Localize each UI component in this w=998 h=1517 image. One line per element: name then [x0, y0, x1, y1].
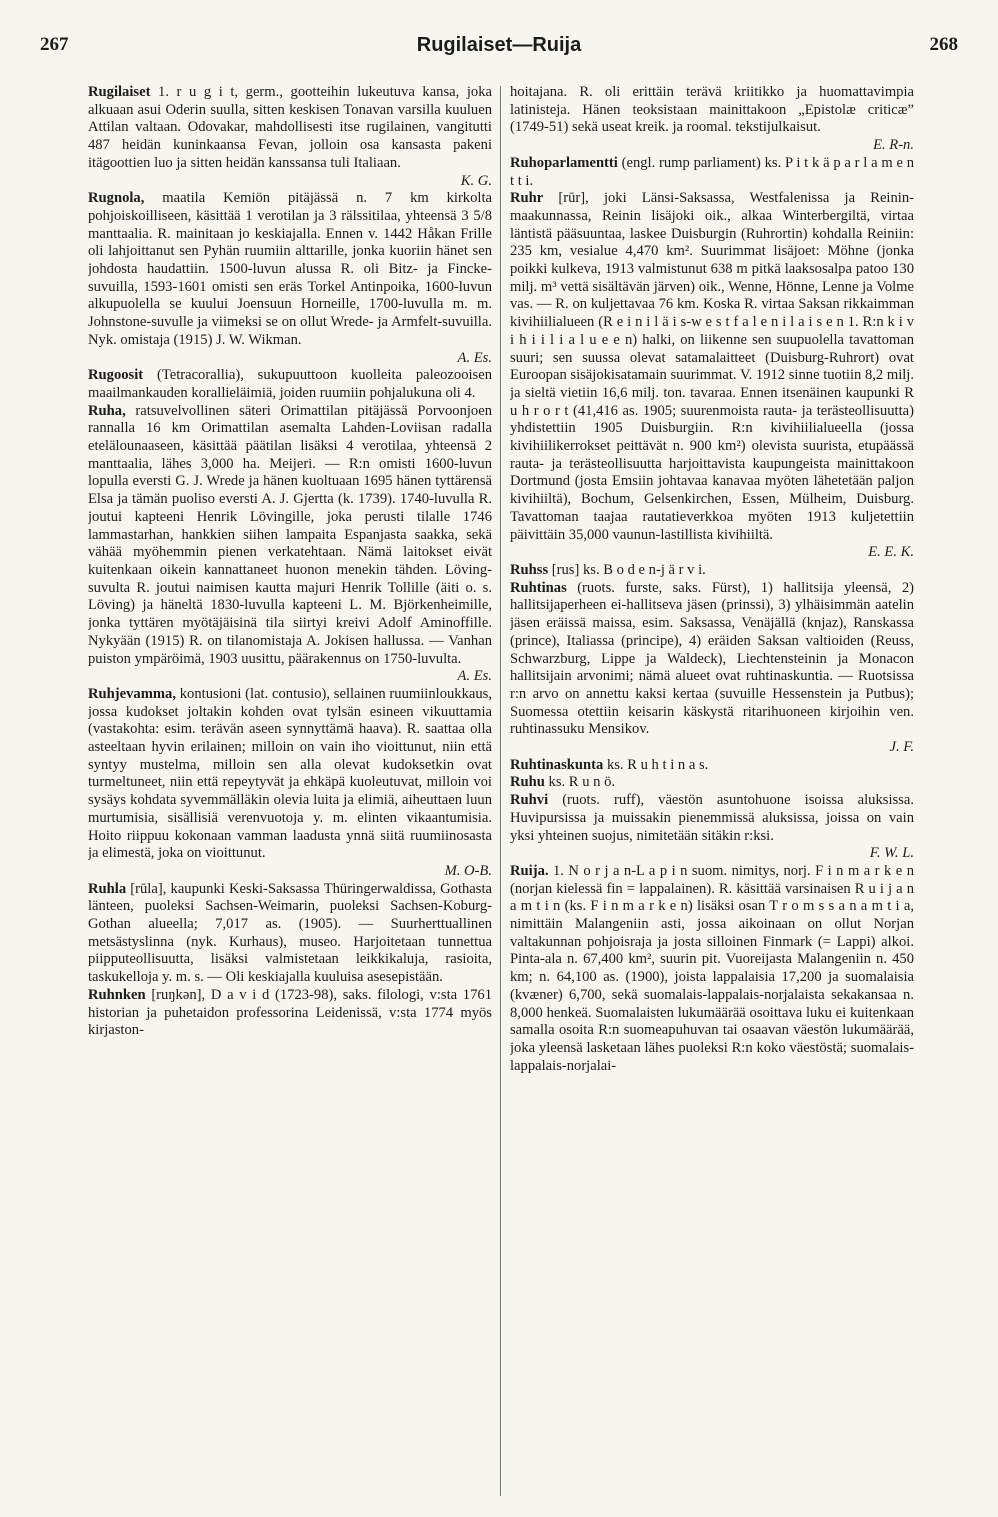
author-signature: K. G. [460, 172, 492, 189]
entry-text: hoitajana. R. oli erittäin terävä kriitikko ja huomattavimpia latinisteja. Hänen teoksistaan mainittakoon „Epistolæ criticæ” (1749-51) sekä useat kreik. ja roomal. tekstijulkaisut. [510, 84, 914, 136]
dictionary-entry [88, 190, 492, 349]
dictionary-entry [510, 863, 914, 1075]
author-signature: E. R-n. [873, 137, 914, 154]
dictionary-entry [510, 84, 914, 137]
dictionary-entry [510, 580, 914, 739]
entry-text: (Tetracorallia), sukupuuttoon kuolleita paleozooisen maailmankauden korallieläimiä, joiden ruumiin pohjalukuna oli 4. [88, 367, 492, 401]
running-title: Rugilaiset—Ruija [416, 34, 582, 56]
dictionary-entry [510, 155, 914, 190]
entry-text: [rūr], joki Länsi-Saksassa, Westfalenissa ja Reinin-maakunnassa, Reinin lisäjoki oik., alkaa Winterbergiltä, virtaa läntistä pääsuuntaa, laskee Duisburgin (Ruhrortin) kohdalla Reiniin: 235 km, vesialue 4,470 km². Suurimmat lisäjoet: Möhne (jonka poikki kulkeva, 1913 valmistunut 638 m pitkä laaksosalpa patoo 130 milj. m³ vettä sisältävän järven) oik., Wenne, Hönne, Lenne ja Volme vas. — R. on kuljettavaa 76 km. Koska R. virtaa Saksan rikkaimman kivihiilialueen (R e i n i l ä i s-w e s t f a l e n i l a i s e n 1. R:n k i v i h i i l i a l u e e n) halki, on liikenne sen suupuolella tavattoman suuri; sen suussa olevat satamalaitteet (Duisburg-Ruhrort) ovat Euroopan sisäjokisatamain suurimmat. V. 1912 sinne tuotiin 8,2 milj. ja sieltä vietiin 16,6 milj. ton. tavaraa. Ennen itsenäinen kaupunki R u h r o r t (41,416 as. 1905; suurenmoista rauta- ja terästeollisuutta) yhdistettiin 1905 Duisburgiin. R:n kivihiilialueella (jossa kivihiilikerrokset peittävät n. 900 km²) olevista suurista, etupäässä rauta- ja terästeollisuutta harjoittavista kaupungeista mainittakoon Dortmund (josta Emsiin johtavaa kanavaa myöten lähetetään paljon kivihiiltä), Bochum, Gelsenkirchen, Essen, Mülheim, Duisburg. Tavattoman taajaa rautatieverkkoa myöten 1913 kuljetettiin päivittäin 35,000 vaunun-lastillista kivihiiltä. [510, 190, 914, 543]
dictionary-entry [510, 190, 914, 544]
right-column [510, 84, 914, 1499]
entry-headword: Rugilaiset [88, 84, 151, 100]
entry-text: (ruots. ruff), väestön asuntohuone isoissa aluksissa. Huvipursissa ja muissakin pienemmissä aluksissa, joissa on vain yksi yhteinen suojus, nimitetään sitäkin r:ksi. [510, 792, 914, 844]
page-number-right: 268 [929, 34, 958, 55]
entry-text: ratsuvelvollinen säteri Orimattilan pitäjässä Porvoonjoen rannalla 16 km Orimattilan asemalta Lahden-Loviisan radalla etelälounaaseen, käsittää päätilan lisäksi 4 verotilaa, yhteensä 2 manttaalia, lähes 3,000 ha. Meijeri. — R:n omisti 1600-luvun lopulla eversti G. J. Wrede ja hänen kuoltuaan 1695 hänen tyttärensä Elsa ja tämän puoliso eversti A. J. Gjertta (k. 1739). 1740-luvulla R. joutui kapteeni Henrik Lövingille, joka perusti tilalle 1746 lammastarhan, hankkien siihen lampaita Espanjasta saakka, sekä vähää myöhemmin pienen verkatehtaan. Nämä laitokset eivät kuitenkaan oikein kannattaneet huonon menekin tähden. Löving-suvulta R. joutui naimisen kautta majuri Henrik Tollille (äiti o. s. Löving) ja häneltä 1830-luvulla kapteeni L. M. Björkenheimille, jonka tyttären myötäjäisinä tila siirtyi kreivi Adolf Aminoffille. Nykyään (1915) R. on tilanomistaja A. Jokisen hallussa. — Vanhan puiston ympäröimä, 1903 uusittu, päärakennus on 1750-luvulta. [88, 402, 492, 667]
entry-headword: Ruhu [510, 774, 545, 791]
entry-text: maatila Kemiön pitäjässä n. 7 km kirkolta pohjoiskoilliseen, käsittää 1 verotilan ja 3 rälssitilaa, yhteensä 3 5/8 manttaalia. R. mainitaan jo keskiajalla. Ennen v. 1442 Håkan Frille oli lahjoittanut sen Pyhän ruumiin alttarille, jonka kuoriin hänet sen johdosta haudattiin. 1500-luvun alussa R. oli Bitz- ja Fincke-suvuilla, 1593-1601 omisti sen eräs Torkel Antinpoika, 1600-luvun alkupuolella se kuului Joensuun Horneille, 1700-luvulla m. m. Johnstone-suvulle ja viimeksi se on ollut Wrede- ja Armfelt-suvuilla. Nyk. omistaja (1915) J. W. Wikman. [88, 190, 492, 348]
entry-headword: Ruhvi [510, 792, 549, 809]
dictionary-entry [510, 562, 914, 580]
dictionary-entry [510, 774, 914, 792]
dictionary-entry [88, 84, 492, 173]
entry-headword: Rugnola, [88, 190, 145, 207]
left-column [88, 84, 492, 1499]
dictionary-entry [88, 881, 492, 987]
column-divider [500, 86, 501, 1496]
author-signature: F. W. L. [869, 845, 914, 862]
dictionary-entry [510, 792, 914, 845]
entry-headword: Rugoosit [88, 367, 144, 384]
entry-text: ks. R u h t i n a s. [603, 756, 709, 773]
page-number-left: 267 [40, 34, 69, 55]
entry-text: (engl. rump parliament) ks. P i t k ä p a r l a m e n t t i. [510, 154, 914, 189]
author-signature: E. E. K. [868, 544, 914, 561]
author-signature: A. Es. [457, 668, 492, 685]
entry-headword: Ruhnken [88, 986, 146, 1003]
dictionary-entry [88, 987, 492, 1040]
author-signature: A. Es. [457, 349, 492, 366]
entry-text: 1. N o r j a n-L a p i n suom. nimitys, norj. F i n m a r k e n (norjan kielessä fin = lappalainen). R. käsittää varsinaisen R u i j a n a m t i n (ks. F i n m a r k e n) lisäksi osan T r o m s s a n a m t i a, nimittäin Malangeniin asti, jossa aikoinaan on ollut Norjan valtakunnan pohjoisraja ja josta silloinen Finmark (= Lappi) alkoi. Pinta-ala n. 67,400 km², suurin pit. Vuoreijasta Malangeniin n. 450 km; n. 64,100 as. (1900), joista lappalaisia 17,200 ja suomalaisia (kvæner) 6,700, sekä suomalais-lappalais-norjalaista sekakansaa n. 8,000 henkeä. Suomalaisten lukumäärää osoittava luku ei kuitenkaan samalla osoita R:n suomeapuhuvan tai osaavan väestön lukumäärää, joka yleensä lasketaan lähes puoleksi R:n koko väestöstä; suomalais-lappalais-norjalai- [510, 862, 914, 1074]
entry-headword: Ruha, [88, 402, 126, 419]
entry-text: [rus] ks. B o d e n-j ä r v i. [548, 561, 706, 578]
dictionary-entry [510, 757, 914, 775]
entry-headword: Ruhla [88, 880, 127, 897]
entry-text: (ruots. furste, saks. Fürst), 1) hallitsija yleensä, 2) hallitsijaperheen ei-hallitseva jäsen (prinssi), 3) ylhäisimmän aatelin jäsen eräissä maissa, esim. Saksassa, Venäjällä (knjaz), Ranskassa (prince), Italiassa (principe), 4) eräiden Saksan valtioiden (Reuss, Schwarzburg, Lippe ja Waldeck), Liechtensteinin ja Monacon hallitsijain arvonimi; nämä alueet ovat ruhtinaskuntia. — Ruotsissa r:n arvo on annettu kaksi kertaa (suvuille Hessenstein ja Putbus); Suomessa otettiin keisarin käskystä ritarihuoneen kirjoihin ven. ruhtinassuku Mensikov. [510, 579, 914, 738]
entry-headword: Ruhtinas [510, 579, 567, 596]
author-signature: M. O-B. [444, 862, 492, 879]
entry-text: [ruŋkən], D a v i d (1723-98), saks. filologi, v:sta 1761 historian ja puhetaidon professorina Leidenissä, v:sta 1774 myös kirjaston- [88, 986, 492, 1039]
page-header [40, 34, 958, 60]
entry-text: kontusioni (lat. contusio), sellainen ruumiinloukkaus, jossa kudokset joltakin kohden ovat tylsän esineen vikuuttamia (vastakohta: esim. terävän aseen synnyttämä haava). R. saattaa olla asteeltaan hyvin erilainen; milloin on vain iho vioittunut, niin että syntyy mustelma, milloin sen alla olevat kudoksetkin ovat turmeltuneet, niin että repeytyvät ja ehkäpä kuoleutuvat, milloin voi sysäys kohdata syvemmälläkin olevia luita ja elimiä, aiheuttaen luun murtumisia, sisällisiä verenvuotoja y. m. elinten vikaantumisia. Hoito riippuu kokonaan vamman laadusta ynnä siitä ruumiinosasta ja elimestä, joka on vioittunut. [88, 685, 492, 862]
entry-text: [rūla], kaupunki Keski-Saksassa Thüringerwaldissa, Gothasta länteen, puoleksi Sachsen-Weimarin, puoleksi Sachsen-Koburg-Gothan alueella; 7,017 as. (1905). — Suurherttuallinen metsästyslinna (nyk. Kurhaus), museo. Harjoitetaan tunnettua piipputeollisuutta, lisäksi valmistetaan leikkikaluja, rasioita, taskukelloja y. m. s. — Oli keskiajalla kuuluisa asesepistään. [88, 880, 492, 986]
entry-headword: Ruhjevamma, [88, 685, 176, 702]
entry-headword: Ruhr [510, 190, 544, 207]
entry-headword: Ruhoparlamentti [510, 154, 618, 171]
dictionary-entry [88, 686, 492, 863]
entry-text: 1. r u g i t, germ., gootteihin lukeutuva kansa, joka alkuaan asui Oderin suulla, sitten keskisen Tonavan varsilla kuuluen Attilan valtaan. Odovakar, mahdollisesti itse rugilainen, vangitutti 487 heidän kuninkaansa Fevan, jolloin osa kansasta pakeni itägoottien luo ja sitten heidän kanssansa tuli Italiaan. [88, 84, 492, 171]
entry-headword: Ruhss [510, 561, 549, 578]
dictionary-entry [88, 367, 492, 402]
dictionary-entry [88, 403, 492, 669]
entry-headword: Ruhtinaskunta [510, 756, 604, 773]
entry-text: ks. R u n ö. [544, 774, 616, 791]
author-signature: J. F. [889, 739, 914, 756]
entry-headword: Ruija. [510, 862, 549, 879]
